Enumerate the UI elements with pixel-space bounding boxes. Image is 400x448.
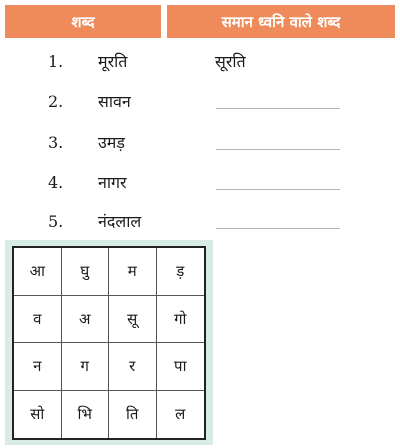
answer-text: सूरति — [215, 52, 246, 71]
word: नागर — [98, 173, 127, 192]
grid-cell[interactable]: सो — [14, 391, 62, 439]
answer-blank-line[interactable] — [216, 228, 340, 229]
grid-cell[interactable]: ल — [175, 405, 186, 424]
row-number: 1. — [48, 52, 64, 71]
grid-cell[interactable]: व — [14, 296, 62, 344]
word: सावन — [98, 92, 131, 111]
row-number: 3. — [48, 133, 64, 152]
grid-cell[interactable]: ग — [62, 343, 110, 391]
answer-blank-line[interactable] — [216, 189, 340, 190]
word: उमड़ — [98, 133, 125, 152]
answer-blank-line[interactable] — [216, 149, 340, 150]
table-row — [0, 90, 400, 114]
table-row — [0, 210, 400, 234]
grid-cell[interactable]: पा — [157, 343, 205, 391]
row-number: 5. — [48, 212, 64, 231]
grid-cell[interactable]: गो — [157, 296, 205, 344]
letter-grid — [12, 246, 206, 440]
letter-grid-panel — [5, 240, 213, 445]
answer-blank-line[interactable] — [216, 108, 340, 109]
table-row — [0, 50, 400, 74]
grid-cell[interactable]: र — [109, 343, 157, 391]
word: नंदलाल — [98, 212, 142, 231]
word: मूरति — [98, 52, 128, 71]
grid-cell[interactable]: न — [14, 343, 62, 391]
header-word: शब्द — [5, 5, 161, 38]
grid-cell[interactable]: भि — [62, 391, 110, 439]
grid-cell[interactable]: घु — [62, 248, 110, 296]
grid-cell[interactable]: आ — [14, 248, 62, 296]
row-number: 4. — [48, 173, 64, 192]
grid-cell[interactable]: सू — [109, 296, 157, 344]
grid-cell[interactable]: म — [109, 248, 157, 296]
grid-cell[interactable]: ड़ — [157, 248, 205, 296]
grid-cell[interactable]: ति — [109, 391, 157, 439]
table-row — [0, 171, 400, 195]
row-number: 2. — [48, 92, 64, 111]
table-row — [0, 131, 400, 155]
header-similar-sound-words: समान ध्वनि वाले शब्द — [167, 5, 395, 38]
grid-cell[interactable]: अ — [62, 296, 110, 344]
